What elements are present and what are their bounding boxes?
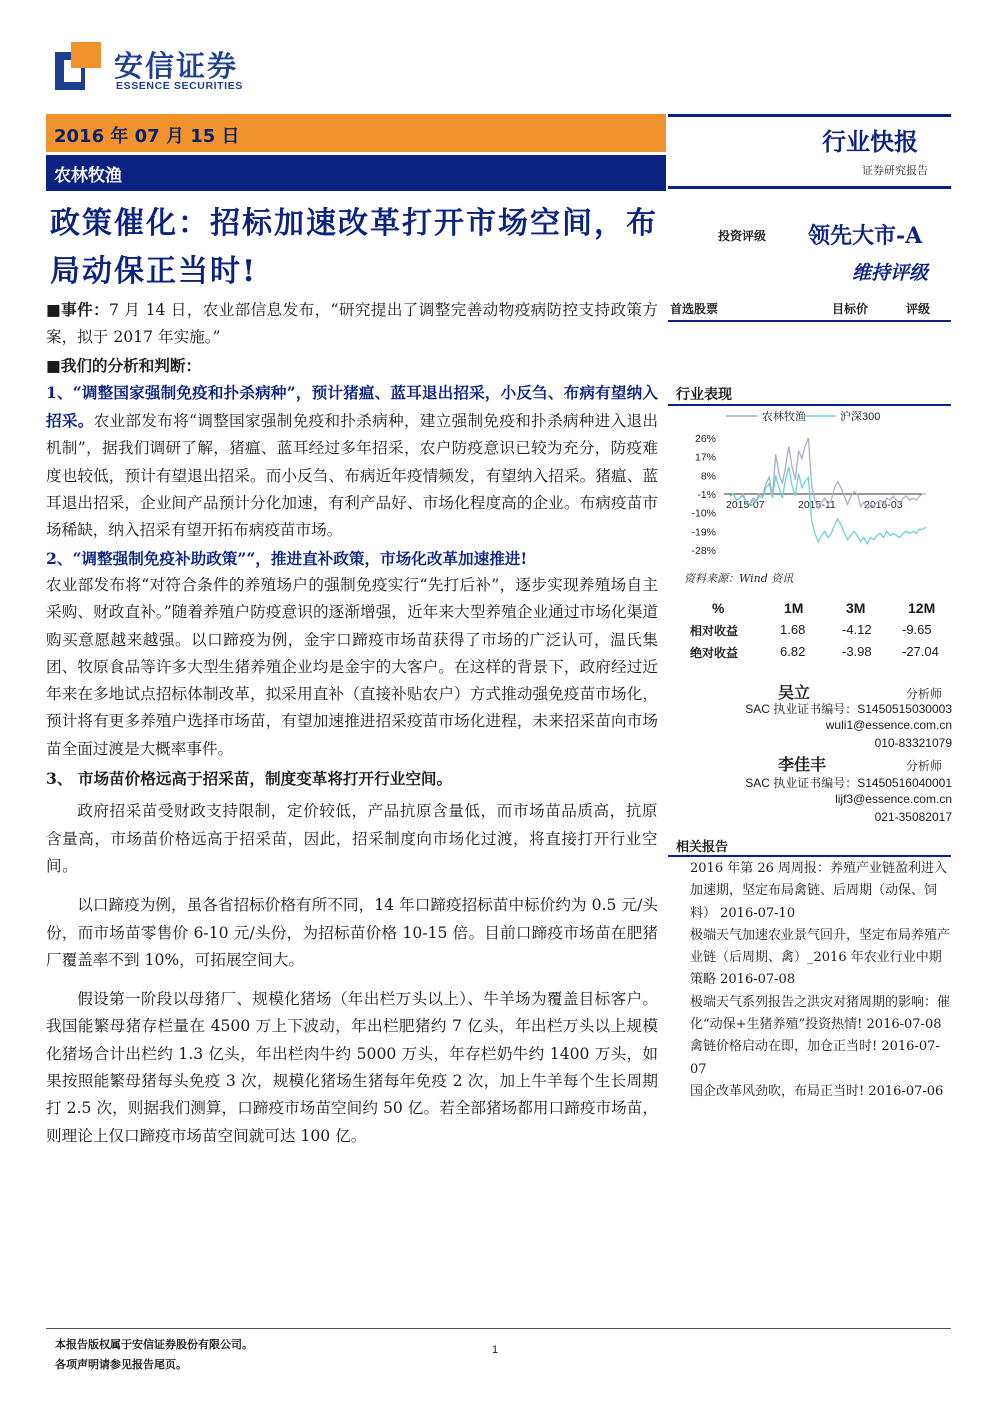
analyst-cert: SAC 执业证书编号：S1450516040001 [745,776,952,790]
analyst-name: 吴立 [778,683,811,702]
picks-col-stock: 首选股票 [670,302,719,316]
returns-cell: -4.12 [842,622,872,637]
related-divider [668,855,951,857]
logo-text-cn: 安信证券 [114,49,239,83]
header-divider [668,114,951,117]
y-tick-label: 17% [694,451,716,464]
x-tick-label: 2015-11 [798,499,836,511]
returns-row-absolute [680,642,950,664]
performance-heading: 行业表现 [676,387,732,403]
report-date: 2016 年 07 月 15 日 [54,126,240,147]
point-3-heading: 3、 市场苗价格远高于招采苗，制度变革将打开行业空间。 [46,769,453,789]
returns-head-1m: 1M [784,600,804,616]
event-paragraph [46,296,658,352]
analyst-email: wuli1@essence.com.cn [825,718,952,732]
y-tick-label: -10% [691,507,716,520]
page-number: 1 [492,1344,499,1356]
analyst-phone: 010-83321079 [874,736,952,750]
report-kind: 行业快报 [822,127,918,156]
logo-text-en: ESSENCE SECURITIES [116,80,243,92]
related-item[interactable]: 极端天气加速农业景气回升，坚定布局养殖产业链（后周期、禽）_2016 年农业行业中期策略 2016-07-08 [690,927,951,988]
returns-label: 相对收益 [690,624,739,638]
analyst-name: 李佳丰 [778,755,827,774]
footer-copyright: 本报告版权属于安信证券股份有限公司。 [55,1338,253,1351]
related-item[interactable]: 2016 年第 26 周周报：养殖产业链盈利进入加速期，坚定布局禽链、后周期（动保、饲料） 2016-07-10 [690,861,948,921]
report-body [46,296,658,1150]
returns-head-pct: % [712,600,725,616]
footer-disclaimer: 各项声明请参见报告尾页。 [55,1358,187,1371]
returns-cell: 1.68 [780,622,806,637]
picks-col-rating: 评级 [906,302,931,316]
analysis-heading: ■我们的分析和判断： [46,355,202,375]
y-tick-label: -28% [691,545,716,557]
analyst-role: 分析师 [906,687,943,701]
analyst-email: lijf3@essence.com.cn [835,792,952,806]
picks-header [668,298,951,322]
returns-row-relative [680,620,950,642]
point-5-text: 假设第一阶段以母猪厂、规模化猪场（年出栏万头以上）、牛羊场为覆盖目标客户。我国能繁母猪存栏量在 4500 万上下波动，年出栏肥猪约 7 亿头，年出栏万头以上规模化猪场合计出栏约 1.3 亿头，年出栏肉牛约 5000 万头，年存栏奶牛约 1400 万头，如果按照能繁母猪每头免疫 3 次，规模化猪场生猪每年免疫 2 次，加上牛羊每个生长周期打 2.5 次，则据我们测算，口蹄疫市场苗空间约 50 亿。若全部猪场都用口蹄疫市场苗，则理论上仅口蹄疫市场苗空间就可达 100 亿。 [46,990,658,1145]
event-text: 7 月 14 日，农业部信息发布，“研究提出了调整完善动物疫病防控支持政策方案，拟于 2017 年实施。” [46,301,659,347]
returns-cell: -27.04 [902,644,939,659]
page-title: 政策催化：招标加速改革打开市场空间，布局动保正当时! [50,206,658,289]
report-subtitle: 证券研究报告 [862,164,928,177]
rating-value: 领先大市-A [808,223,923,249]
point-4-text: 以口蹄疫为例，虽各省招标价格有所不同，14 年口蹄疫招标苗中标价约为 0.5 元/头份，而市场苗零售价 6-10 元/头份，为招标苗价格 10-15 倍。目前口蹄疫市场苗在肥猪厂覆盖率不到 10%，可拓展空间大。 [46,896,658,969]
point-2-heading: 2、“调整强制免疫补助政策”“，推进直补政策，市场化改革加速推进! [46,548,528,568]
point-2-text: 农业部发布将“对符合条件的养殖场户的强制免疫实行“先打后补”，逐步实现养殖场自主采购、财政直补。”随着养殖户防疫意识的逐渐增强，近年来大型养殖企业通过市场化渠道购买意愿越来越强。以口蹄疫为例，金宇口蹄疫市场苗获得了市场的广泛认可，温氏集团、牧原食品等许多大型生猪养殖企业均是金宇的大客户。在这样的背景下，政府经过近年来在多地试点招标体制改革，拟采用直补（直接补贴农户）方式推动强免疫苗市场化，预计将有更多养殖户选择市场苗，有望加速推进招采疫苗市场化进程，未来招采苗向市场苗全面过渡是大概率事件。 [46,575,658,758]
rating-status: 维持评级 [852,262,929,284]
legend-label: 沪深300 [840,411,881,423]
related-list [690,858,950,1103]
related-item[interactable]: 极端天气系列报告之洪灾对猪周期的影响：催化“动保+生猪养殖”投资热情! 2016-07-08 [690,994,951,1033]
series-line [730,438,926,509]
point-3-text: 政府招采苗受财政支持限制，定价较低，产品抗原含量低，而市场苗品质高，抗原含量高，市场苗价格远高于招采苗，因此，招采制度向市场化过渡，将直接打开行业空间。 [46,802,658,875]
returns-cell: -9.65 [902,622,932,637]
returns-head-3m: 3M [846,600,866,616]
returns-table [680,598,950,664]
chart-lines [730,438,926,544]
point-1-heading: 1、“调整国家强制免疫和扑杀病种”，预计猪瘟、蓝耳退出招采，小反刍、布病有望纳入招采。 [46,382,658,431]
returns-header-row [680,598,950,620]
related-heading: 相关报告 [676,840,729,855]
rating-label: 投资评级 [718,229,767,243]
returns-label: 绝对收益 [690,646,739,660]
footer-divider [46,1328,951,1329]
related-item[interactable]: 国企改革风劲吹，布局正当时! 2016-07-06 [690,1083,944,1099]
related-item[interactable]: 禽链价格启动在即，加仓正当时! 2016-07-07 [690,1039,940,1077]
analyst-phone: 021-35082017 [874,810,952,824]
chart-legend [726,409,880,423]
x-tick-label: 2016-03 [864,499,903,511]
picks-col-target: 目标价 [832,302,869,316]
y-tick-label: -19% [691,526,716,539]
header-divider-2 [668,186,951,189]
y-tick-label: -1% [697,489,716,501]
analyst-cert: SAC 执业证书编号：S1450515030003 [745,702,952,716]
point-1-text: 农业部发布将“调整国家强制免疫和扑杀病种，建立强制免疫和扑杀病种进入退出机制”，据我们调研了解，猪瘟、蓝耳经过多年招采，农户防疫意识已较为充分，防疫难度也较低，预计有望退出招采。而小反刍、布病近年疫情频发，有望纳入招采。猪瘟、蓝耳退出招采，企业间产品预计分化加速，有利产品好、市场化程度高的企业。布病疫苗市场稀缺，纳入招采有望开拓布病疫苗市场。 [46,412,658,540]
y-tick-label: 8% [700,470,716,483]
returns-cell: 6.82 [780,644,806,659]
chart-source: 资料来源：Wind 资讯 [684,572,794,585]
essence-logo-icon [55,42,101,90]
returns-cell: -3.98 [842,644,872,659]
sector-label: 农林牧渔 [54,166,122,186]
sector-bar [46,155,666,191]
legend-label: 农林牧渔 [762,411,806,423]
analyst-role: 分析师 [906,759,943,773]
performance-chart [680,406,940,566]
point-1 [46,379,658,545]
analysts-block [680,680,952,826]
event-label: ■事件： [46,300,110,319]
x-tick-label: 2015-07 [726,499,765,511]
y-tick-label: 26% [694,433,716,445]
returns-head-12m: 12M [908,600,936,616]
